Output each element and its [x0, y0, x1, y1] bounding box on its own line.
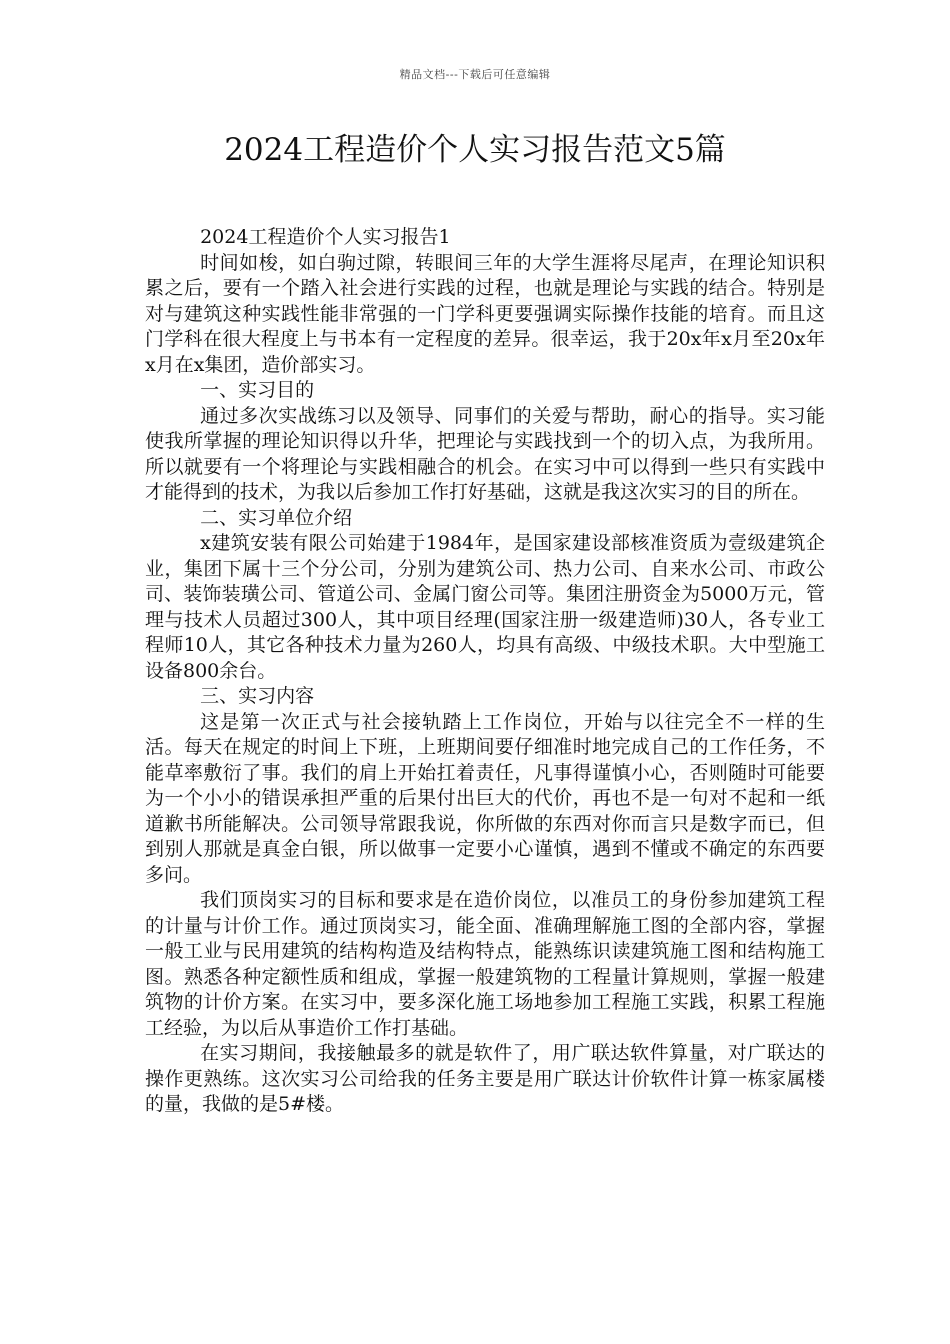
body-paragraph: x建筑安装有限公司始建于1984年，是国家建设部核准资质为壹级建筑企业，集团下属十三个分公司，分别为建筑公司、热力公司、自来水公司、市政公司、装饰装璜公司、管道公司、金属门窗公司等。集团注册资金为5000万元，管理与技术人员超过300人，其中项目经理(国家注册一级建造师)30人，各专业工程师10人，其它各种技术力量为260人，均具有高级、中级技术职。大中型施工设备800余台。	[145, 532, 825, 682]
report-heading: 2024工程造价个人实习报告1	[200, 226, 451, 248]
section-heading-content: 三、实习内容	[200, 685, 315, 707]
body-paragraph: 通过多次实战练习以及领导、同事们的关爱与帮助，耐心的指导。实习能使我所掌握的理论知识得以升华，把理论与实践找到一个的切入点，为我所用。所以就要有一个将理论与实践相融合的机会。在实习中可以得到一些只有实践中才能得到的技术，为我以后参加工作打好基础，这就是我这次实习的目的所在。	[145, 404, 825, 503]
body-paragraph: 我们顶岗实习的目标和要求是在造价岗位，以准员工的身份参加建筑工程的计量与计价工作。通过顶岗实习，能全面、准确理解施工图的全部内容，掌握一般工业与民用建筑的结构构造及结构特点，能熟练识读建筑施工图和结构施工图。熟悉各种定额性质和组成，掌握一般建筑物的工程量计算规则，掌握一般建筑物的计价方案。在实习中，要多深化施工场地参加工程施工实践，积累工程施工经验，为以后从事造价工作打基础。	[145, 889, 825, 1039]
body-paragraph: 时间如梭，如白驹过隙，转眼间三年的大学生涯将尽尾声，在理论知识积累之后，要有一个踏入社会进行实践的过程，也就是理论与实践的结合。特别是对与建筑这种实践性能非常强的一门学科更要强调实际操作技能的培育。而且这门学科在很大程度上与书本有一定程度的差异。很幸运，我于20x年x月至20x年x月在x集团，造价部实习。	[145, 251, 825, 376]
section-heading-purpose: 一、实习目的	[200, 379, 315, 401]
section-heading-company: 二、实习单位介绍	[200, 506, 353, 529]
body-paragraph: 在实习期间，我接触最多的就是软件了，用广联达软件算量，对广联达的操作更熟练。这次实习公司给我的任务主要是用广联达计价软件计算一栋家属楼的量，我做的是5#楼。	[145, 1042, 825, 1115]
document-title: 2024工程造价个人实习报告范文5篇	[224, 132, 726, 168]
document-body	[145, 225, 825, 1118]
header-note: 精品文档---下载后可任意编辑	[399, 68, 551, 81]
body-paragraph: 这是第一次正式与社会接轨踏上工作岗位，开始与以往完全不一样的生活。每天在规定的时间上下班，上班期间要仔细准时地完成自己的工作任务，不能草率敷衍了事。我们的肩上开始扛着责任，凡事得谨慎小心，否则随时可能要为一个小小的错误承担严重的后果付出巨大的代价，再也不是一句对不起和一纸道歉书所能解决。公司领导常跟我说，你所做的东西对你而言只是数字而已，但到别人那就是真金白银，所以做事一定要小心谨慎，遇到不懂或不确定的东西要多问。	[145, 710, 825, 886]
